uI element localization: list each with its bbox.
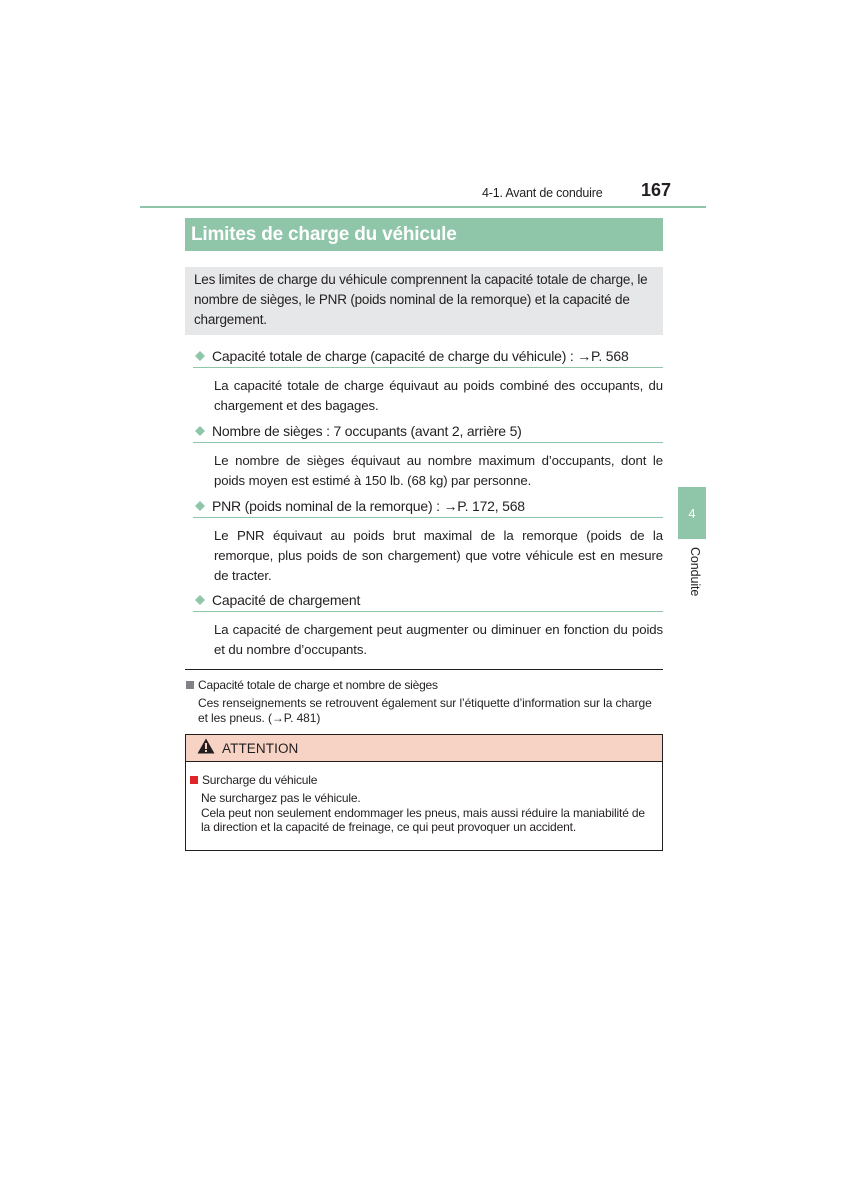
item-pnr — [193, 495, 663, 586]
item-capacite-chargement — [193, 589, 663, 660]
item-body: Le nombre de sièges équivaut au nombre maximum d’occupants, dont le poids moyen est estimé à 150 lb. (68 kg) par personne. — [214, 453, 663, 488]
item-heading: Capacité totale de charge (capacité de charge du véhicule) : →P. 568 — [212, 348, 629, 364]
diamond-bullet-icon — [195, 351, 205, 361]
diamond-bullet-icon — [195, 426, 205, 436]
header-section-title: 4-1. Avant de conduire — [482, 186, 603, 200]
page-title: Limites de charge du véhicule — [191, 223, 457, 245]
attention-body — [201, 791, 656, 835]
item-heading: Nombre de sièges : 7 occupants (avant 2, arrière 5) — [212, 423, 522, 439]
gray-square-bullet-icon — [186, 681, 194, 689]
note-heading — [186, 678, 438, 692]
item-heading: Capacité de chargement — [212, 592, 361, 608]
chapter-label: Conduite — [688, 547, 702, 597]
attention-title-row — [190, 773, 317, 787]
title-bar — [185, 218, 663, 251]
item-heading-row — [193, 589, 663, 612]
page-number: 167 — [641, 180, 672, 200]
item-body: La capacité totale de charge équivaut au poids combiné des occupants, du chargement et des bagages. — [214, 378, 663, 413]
item-heading-row — [193, 495, 663, 518]
warning-triangle-icon — [197, 738, 215, 759]
attention-line: Ne surchargez pas le véhicule. — [201, 791, 361, 805]
header-rule — [140, 206, 706, 208]
red-square-bullet-icon — [190, 776, 198, 784]
chapter-tab — [678, 487, 706, 539]
item-body: La capacité de chargement peut augmenter ou diminuer en fonction du poids et du nombre d’occupants. — [214, 622, 663, 657]
attention-line: Cela peut non seulement endommager les pneus, mais aussi réduire la maniabilité de la direction et la capacité de freinage, ce qui peut provoquer un accident. — [201, 805, 645, 834]
diamond-bullet-icon — [195, 501, 205, 511]
item-nombre-sieges — [193, 420, 663, 491]
intro-box: Les limites de charge du véhicule comprennent la capacité totale de charge, le nombre de sièges, le PNR (poids nominal de la remorque) et la capacité de chargement. — [185, 267, 663, 335]
attention-label: ATTENTION — [222, 740, 299, 756]
attention-title: Surcharge du véhicule — [202, 773, 318, 787]
note-body: Ces renseignements se retrouvent également sur l’étiquette d’information sur la charge et les pneus. (→P. 481) — [198, 696, 652, 725]
item-heading: PNR (poids nominal de la remorque) : →P. 172, 568 — [212, 498, 525, 514]
note-title: Capacité totale de charge et nombre de sièges — [198, 678, 438, 692]
attention-header — [186, 735, 662, 762]
item-capacite-totale — [193, 345, 663, 416]
diamond-bullet-icon — [195, 595, 205, 605]
attention-box — [185, 734, 663, 851]
item-body: Le PNR équivaut au poids brut maximal de la remorque (poids de la remorque, plus poids de son chargement) que votre véhicule est en mesure de tracter. — [214, 528, 663, 583]
item-heading-row — [193, 420, 663, 443]
item-heading-row — [193, 345, 663, 368]
chapter-number: 4 — [688, 505, 696, 521]
note-divider — [185, 669, 663, 670]
